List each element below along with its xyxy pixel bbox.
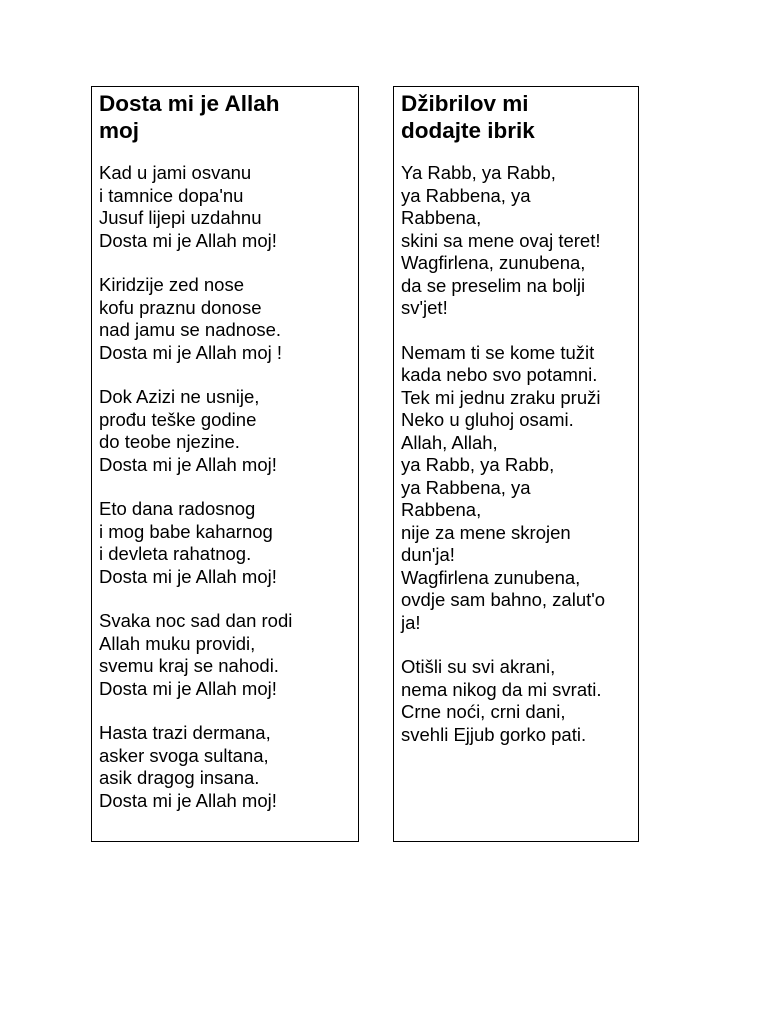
- poem-line: Rabbena,: [401, 207, 482, 228]
- poem-line: asker svoga sultana,: [99, 744, 269, 766]
- poem-line: nije za mene skrojen: [401, 521, 571, 543]
- stanza: [99, 162, 352, 252]
- poem-line: svehli Ejjub gorko pati.: [401, 723, 587, 745]
- poem-line: nad jamu se nadnose.: [99, 319, 282, 340]
- poem-line: Dok Azizi ne usnije,: [99, 386, 260, 407]
- poem-line: Kiridzije zed nose: [99, 274, 244, 295]
- poem-line: Dosta mi je Allah moj !: [99, 341, 283, 363]
- poem-line: Allah muku providi,: [99, 632, 256, 654]
- poem-line: i devleta rahatnog.: [99, 543, 252, 564]
- poem-body-left: [99, 162, 352, 812]
- poem-line: Svaka noc sad dan rodi: [99, 610, 293, 631]
- stanza: [99, 386, 352, 476]
- stanza: [99, 274, 352, 364]
- poem-line: Dosta mi je Allah moj!: [99, 677, 277, 699]
- poem-line: Dosta mi je Allah moj!: [99, 453, 277, 475]
- poem-line: sv'jet!: [401, 297, 448, 318]
- poem-line: Neko u gluhoj osami.: [401, 409, 574, 430]
- poem-line: i mog babe kaharnog: [99, 520, 273, 542]
- poem-line: ja!: [401, 611, 421, 633]
- poem-line: do teobe njezine.: [99, 431, 240, 452]
- poem-line: svemu kraj se nahodi.: [99, 655, 279, 676]
- poem-card-left: [91, 86, 359, 842]
- poem-line: kofu praznu donose: [99, 296, 262, 318]
- poem-line: Wagfirlena, zunubena,: [401, 252, 586, 273]
- stanza: [401, 656, 632, 746]
- stanza: [99, 498, 352, 588]
- poem-line: ya Rabbena, ya: [401, 184, 531, 206]
- poem-line: ovdje sam bahno, zalut'o: [401, 589, 606, 610]
- poem-card-right: [393, 86, 639, 842]
- stanza: [401, 342, 632, 635]
- poem-line: Crne noći, crni dani,: [401, 701, 566, 722]
- poem-line: Dosta mi je Allah moj!: [99, 229, 277, 251]
- poem-line: Jusuf lijepi uzdahnu: [99, 207, 262, 228]
- poem-line: Dosta mi je Allah moj!: [99, 565, 277, 587]
- poem-line: Wagfirlena zunubena,: [401, 566, 581, 588]
- poem-title-right: Džibrilov mi dodajte ibrik: [401, 91, 535, 143]
- stanza: [99, 610, 352, 700]
- poem-line: ya Rabbena, ya: [401, 476, 531, 498]
- poem-line: Allah, Allah,: [401, 431, 498, 453]
- poem-line: nema nikog da mi svrati.: [401, 678, 602, 700]
- stanza: [99, 722, 352, 812]
- poem-line: Dosta mi je Allah moj!: [99, 789, 277, 811]
- poem-line: da se preselim na bolji: [401, 274, 586, 296]
- poem-line: Kad u jami osvanu: [99, 162, 252, 183]
- poem-line: dun'ja!: [401, 544, 455, 565]
- poem-line: Otišli su svi akrani,: [401, 656, 556, 677]
- poem-line: Nemam ti se kome tužit: [401, 341, 595, 363]
- poem-line: Ya Rabb, ya Rabb,: [401, 162, 556, 183]
- poem-line: Tek mi jednu zraku pruži: [401, 386, 601, 408]
- poem-line: Hasta trazi dermana,: [99, 722, 271, 743]
- poem-line: kada nebo svo potamni.: [401, 364, 598, 385]
- poem-line: prođu teške godine: [99, 408, 257, 430]
- poem-line: Eto dana radosnog: [99, 498, 256, 519]
- poem-body-right: [401, 162, 632, 746]
- poem-line: i tamnice dopa'nu: [99, 184, 244, 206]
- poem-line: Rabbena,: [401, 499, 482, 520]
- poem-line: asik dragog insana.: [99, 767, 260, 788]
- poem-line: ya Rabb, ya Rabb,: [401, 454, 555, 475]
- poem-line: skini sa mene ovaj teret!: [401, 229, 601, 251]
- stanza: [401, 162, 632, 320]
- poem-title-left: Dosta mi je Allah moj: [99, 91, 280, 143]
